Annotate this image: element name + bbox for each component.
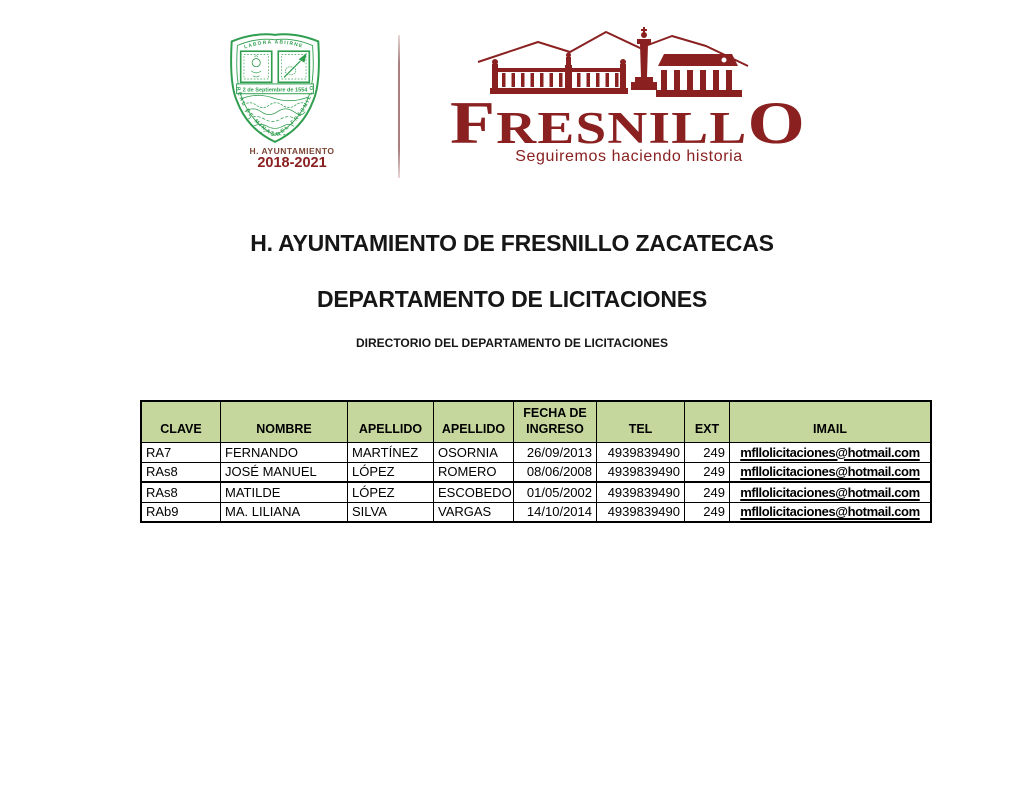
- table-cell: OSORNIA: [434, 442, 514, 462]
- table-cell: 08/06/2008: [514, 462, 597, 482]
- municipal-seal-icon: [220, 30, 330, 146]
- directory-table: [140, 400, 932, 523]
- seal-arc-text: REAL DE MINAS DEL FRESNILLO: [234, 83, 316, 140]
- fresnillo-logo: [448, 26, 810, 166]
- table-cell: RAb9: [141, 502, 221, 522]
- directory-table-region: [140, 400, 932, 523]
- table-cell: JOSÉ MANUEL: [221, 462, 348, 482]
- table-cell: 26/09/2013: [514, 442, 597, 462]
- table-cell: 4939839490: [597, 462, 685, 482]
- column-header-fecha-de-ingreso: FECHA DE INGRESO: [514, 401, 597, 442]
- column-header-nombre: NOMBRE: [221, 401, 348, 442]
- table-cell: VARGAS: [434, 502, 514, 522]
- table-cell: 01/05/2002: [514, 482, 597, 502]
- table-cell: 249: [685, 502, 730, 522]
- table-row: [141, 462, 931, 482]
- column-header-clave: CLAVE: [141, 401, 221, 442]
- svg-text:LABORA ABIIRNE: [243, 39, 303, 50]
- table-cell: LÓPEZ: [348, 462, 434, 482]
- page-title: H. AYUNTAMIENTO DE FRESNILLO ZACATECAS: [250, 230, 774, 256]
- table-cell: RA7: [141, 442, 221, 462]
- table-cell: 4939839490: [597, 482, 685, 502]
- table-cell: ROMERO: [434, 462, 514, 482]
- table-cell: FERNANDO: [221, 442, 348, 462]
- column-header-apellido: APELLIDO: [348, 401, 434, 442]
- table-row: [141, 442, 931, 462]
- table-cell: LÓPEZ: [348, 482, 434, 502]
- table-row: [141, 482, 931, 502]
- logo-divider: [398, 35, 400, 178]
- table-header-row: [141, 401, 931, 442]
- column-header-imail: IMAIL: [730, 401, 932, 442]
- directory-subtitle: DIRECTORIO DEL DEPARTAMENTO DE LICITACIONES: [355, 336, 669, 350]
- table-cell: MATILDE: [221, 482, 348, 502]
- department-title: DEPARTAMENTO DE LICITACIONES: [316, 286, 708, 312]
- table-cell: RAs8: [141, 482, 221, 502]
- email-link[interactable]: mfllolicitaciones@hotmail.com: [730, 502, 932, 522]
- email-link[interactable]: mfllolicitaciones@hotmail.com: [730, 462, 932, 482]
- email-link[interactable]: mfllolicitaciones@hotmail.com: [730, 482, 932, 502]
- column-header-tel: TEL: [597, 401, 685, 442]
- table-cell: ESCOBEDO: [434, 482, 514, 502]
- table-cell: 249: [685, 462, 730, 482]
- seal-band-text: 2 de Septiembre de 1554: [242, 87, 308, 94]
- seal-motto-text: LABORA ABIIRNE: [243, 40, 304, 51]
- table-cell: RAs8: [141, 462, 221, 482]
- seal-caption: H. AYUNTAMIENTO: [249, 146, 335, 156]
- table-cell: SILVA: [348, 502, 434, 522]
- table-cell: 249: [685, 442, 730, 462]
- table-cell: 4939839490: [597, 442, 685, 462]
- fresnillo-tagline: Seguiremos haciendo historia: [515, 148, 743, 165]
- table-cell: MARTÍNEZ: [348, 442, 434, 462]
- seal-years: 2018-2021: [257, 155, 327, 171]
- table-cell: 249: [685, 482, 730, 502]
- table-cell: 14/10/2014: [514, 502, 597, 522]
- fresnillo-wordmark: F RESNILL O: [450, 90, 796, 156]
- table-cell: MA. LILIANA: [221, 502, 348, 522]
- email-link[interactable]: mfllolicitaciones@hotmail.com: [730, 442, 932, 462]
- column-header-ext: EXT: [685, 401, 730, 442]
- table-header: [141, 401, 931, 442]
- table-cell: 4939839490: [597, 502, 685, 522]
- table-row: [141, 502, 931, 522]
- column-header-apellido: APELLIDO: [434, 401, 514, 442]
- table-body: [141, 442, 931, 522]
- pediment-dot: [722, 58, 727, 63]
